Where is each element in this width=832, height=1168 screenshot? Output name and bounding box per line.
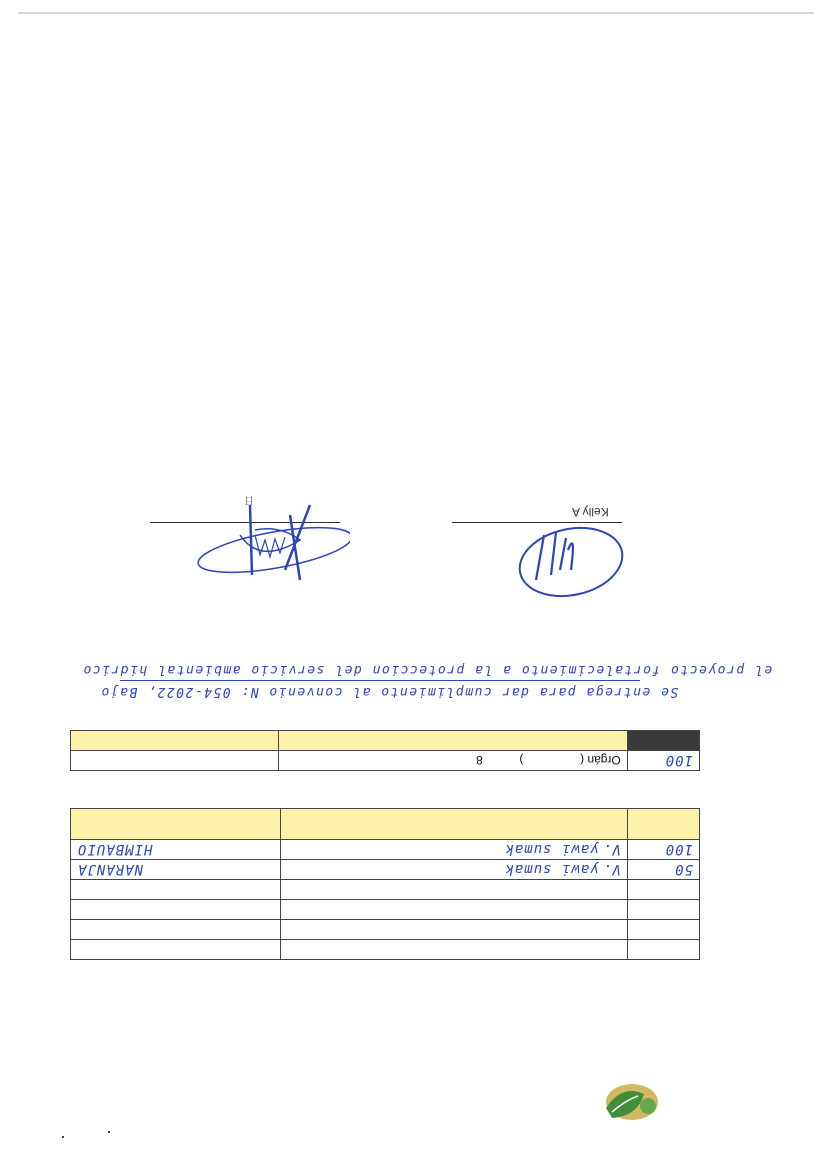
quantity-cell — [627, 880, 699, 900]
description-value: Orgán ( — [580, 753, 621, 768]
description-suffix: ) — [519, 753, 524, 768]
quantity-cell — [627, 900, 699, 920]
description-cell — [280, 880, 627, 900]
table-row — [71, 920, 700, 940]
description-cell — [280, 860, 627, 880]
quantity-cell — [627, 940, 699, 960]
description-cell — [280, 920, 627, 940]
table-row — [71, 940, 700, 960]
order-table-bottom — [70, 808, 700, 960]
top-edge-rule — [18, 12, 814, 14]
description-cell — [279, 751, 627, 771]
description-cell — [280, 840, 627, 860]
left-stamp-mark: 日 — [244, 494, 254, 505]
item-cell — [71, 860, 281, 880]
quantity-cell — [627, 840, 699, 860]
detail-cell — [71, 940, 281, 960]
quantity-value: 50 — [674, 861, 693, 878]
header-cell — [279, 731, 627, 751]
unit-value: V. — [601, 861, 621, 878]
description-cell — [280, 900, 627, 920]
description-tail: 8 — [476, 753, 483, 768]
detail-cell — [71, 900, 281, 920]
scan-speck — [62, 1136, 64, 1138]
table-row — [71, 860, 700, 880]
item-value: HIMBAUIO — [77, 841, 153, 858]
empty-cell — [71, 751, 279, 771]
order-table-top — [70, 730, 700, 771]
table-row — [71, 880, 700, 900]
table-row — [71, 900, 700, 920]
detail-value: yawi sumak — [504, 861, 599, 878]
quantity-cell — [627, 920, 699, 940]
description-cell — [280, 940, 627, 960]
header-cell — [627, 809, 699, 840]
leaf-logo-icon — [598, 1080, 662, 1124]
handwritten-note-line-1: Se entrega para dar cumplimiento al convenio N: 054-2022, Bajo — [100, 684, 679, 699]
table-header-row — [71, 731, 700, 751]
quantity-value: 100 — [664, 841, 693, 858]
table-row — [71, 751, 700, 771]
detail-cell — [71, 920, 281, 940]
redacted-cell — [627, 731, 699, 751]
left-signature — [190, 495, 350, 585]
item-value: NARANJA — [77, 861, 144, 878]
header-cell — [280, 809, 627, 840]
table-header-row — [71, 809, 700, 840]
handwritten-note-line-2: el proyecto fortalecimiento a la proteccion del servicio ambiental hidrico — [82, 662, 773, 677]
header-cell — [71, 809, 281, 840]
right-signature — [516, 520, 628, 598]
header-cell — [71, 731, 279, 751]
quantity-cell — [627, 751, 699, 771]
scan-speck — [108, 1131, 110, 1133]
item-cell — [71, 840, 281, 860]
unit-value: V. — [601, 841, 621, 858]
detail-value: yawi sumak — [504, 841, 599, 858]
quantity-cell — [627, 860, 699, 880]
detail-cell — [71, 880, 281, 900]
right-printed-name: Kelly A — [572, 505, 609, 519]
quantity-value: 100 — [664, 752, 693, 769]
table-row — [71, 840, 700, 860]
note-underline — [120, 680, 640, 681]
